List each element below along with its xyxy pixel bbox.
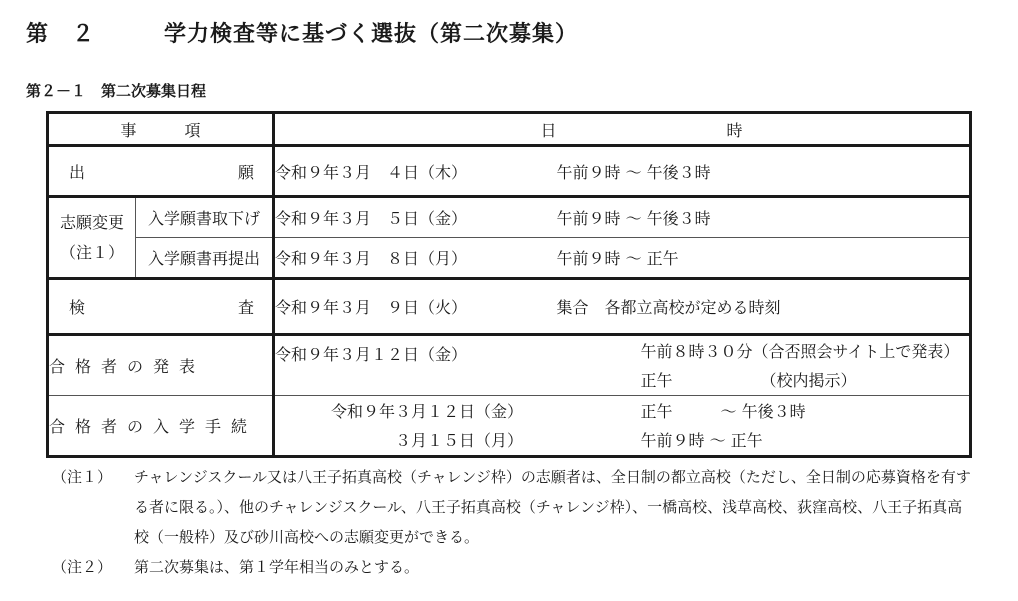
schedule-table (46, 111, 972, 458)
table-row (48, 335, 971, 396)
row-date: 令和９年３月 ４日（木） (274, 146, 557, 197)
table-header-row (48, 113, 971, 146)
row-label-shutsugan: 出 願 (48, 146, 274, 197)
table-row (48, 238, 971, 279)
row-date: 令和９年３月 ９日（火） (274, 279, 557, 335)
header-item: 事 項 (48, 113, 274, 146)
notes (52, 462, 972, 582)
table-row (48, 197, 971, 238)
row-date: 令和９年３月１２日（金） (274, 335, 557, 396)
note-text: チャレンジスクール又は八王子拓真高校（チャレンジ枠）の志願者は、全日制の都立高校（ただし、全日制の応募資格を有する者に限る。）、他のチャレンジスクール、八王子拓真高校（チャレンジ枠）、一橋高校、浅草高校、荻窪高校、八王子拓真高校（一般枠）及び砂川高校への志願変更ができる。 (134, 468, 971, 546)
row-sublabel: 入学願書取下げ (136, 197, 274, 238)
row-time: 午前９時 ～ 午後３時 (557, 197, 971, 238)
note-text: 第二次募集は、第１学年相当のみとする。 (134, 558, 420, 576)
page-title: 第 ２ 学力検査等に基づく選抜（第二次募集） (26, 22, 579, 47)
header-time: 時 (557, 113, 971, 146)
row-time: 午前８時３０分（合否照会サイト上で発表） 正午 （校内掲示） (557, 335, 971, 396)
row-label-kensa: 検 査 (48, 279, 274, 335)
note-1 (52, 462, 972, 552)
row-date: 令和９年３月 ５日（金） (274, 197, 557, 238)
row-date: 令和９年３月１２日（金） ３月１５日（月） (274, 396, 557, 457)
row-sublabel: 入学願書再提出 (136, 238, 274, 279)
row-time: 午前９時 ～ 正午 (557, 238, 971, 279)
row-label-happyo: 合格者の発表 (48, 335, 274, 396)
header-date: 日 (274, 113, 557, 146)
table-row (48, 279, 971, 335)
table-row (48, 396, 971, 457)
table-row (48, 146, 971, 197)
note-2 (52, 552, 972, 582)
row-time: 集合 各都立高校が定める時刻 (557, 279, 971, 335)
row-time: 午前９時 ～ 午後３時 (557, 146, 971, 197)
note-tag: （注２） (52, 558, 113, 576)
note-tag: （注１） (52, 468, 113, 486)
row-label-tetsuzuki: 合格者の入学手続 (48, 396, 274, 457)
row-label-henko: 志願変更 （注１） (48, 197, 136, 279)
section-title: 第２－１ 第二次募集日程 (26, 82, 207, 100)
row-time: 正午 ～ 午後３時 午前９時 ～ 正午 (557, 396, 971, 457)
row-date: 令和９年３月 ８日（月） (274, 238, 557, 279)
